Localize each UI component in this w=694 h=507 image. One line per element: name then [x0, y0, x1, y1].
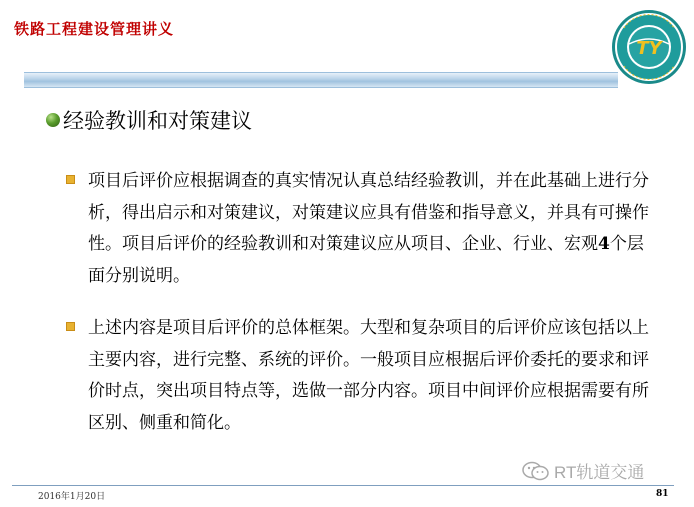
logo-letters: TY: [636, 38, 662, 59]
green-orb-icon: [46, 113, 60, 127]
section-heading: [46, 105, 252, 135]
square-bullet-icon: [66, 322, 75, 331]
section-heading-text: 经验教训和对策建议: [63, 109, 252, 133]
wechat-watermark: [522, 458, 644, 483]
watermark-text: RT轨道交通: [554, 463, 645, 482]
bullet-1-bold-number: 4: [598, 234, 610, 254]
bullet-item-2: [66, 313, 656, 439]
bullet-1-text-after: 个层面分别说明。: [88, 234, 644, 286]
page-number: 81: [656, 489, 669, 499]
footer-date: 2016年1月20日: [38, 492, 106, 502]
footer-divider: [12, 485, 674, 486]
document-title: 铁路工程建设管理讲义: [14, 20, 175, 38]
bullet-text-1: [88, 166, 656, 292]
railway-college-emblem-icon: [610, 8, 688, 86]
square-bullet-icon: [66, 175, 75, 184]
bullet-item-1: [66, 166, 656, 292]
bullet-text-2: 上述内容是项目后评价的总体框架。大型和复杂项目的后评价应该包括以上主要内容，进行完整、系统的评价。一般项目应根据后评价委托的要求和评价时点，突出项目特点等，选做一部分内容。项目中间评价应根据需要有所区别、侧重和简化。: [88, 318, 649, 433]
bullet-1-text-before: 项目后评价应根据调查的真实情况认真总结经验教训，并在此基础上进行分析，得出启示和对策建议，对策建议应具有借鉴和指导意义，并具有可操作性。项目后评价的经验教训和对策建议应从项目、企业、行业、宏观: [88, 171, 649, 254]
header-divider-bar: [24, 72, 618, 88]
wechat-icon: [522, 461, 550, 481]
